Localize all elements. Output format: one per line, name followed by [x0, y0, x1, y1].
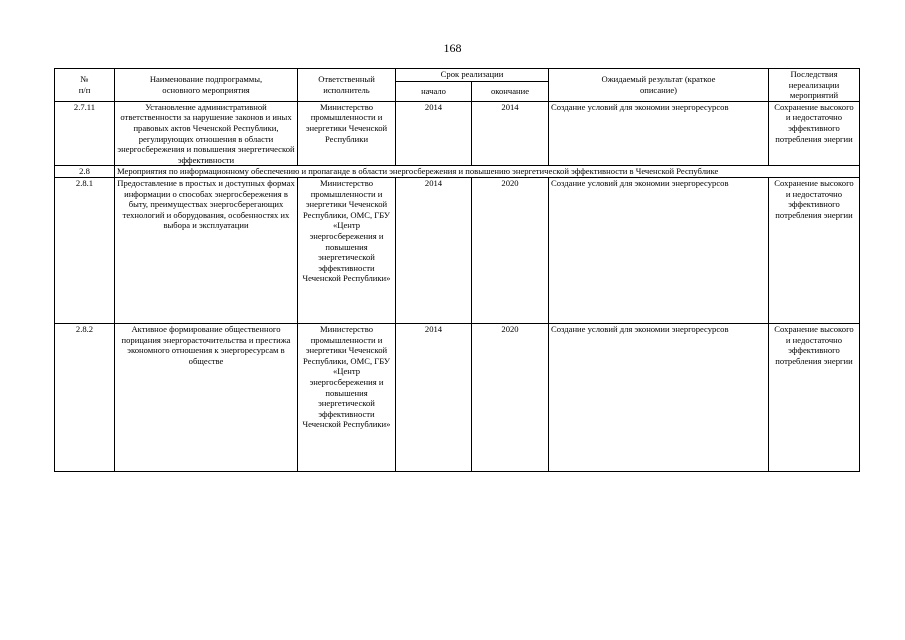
- row-name: Предоставление в простых и доступных формах информации о способах энергосбережения в быту, преимуществах энергосберегающих технологий и оборудования, особенностях их выбора и эксплуатации: [115, 177, 298, 323]
- page-number: 168: [443, 41, 462, 55]
- row-name: Установление административной ответственности за нарушение законов и иных правовых актов Чеченской Республики, регулирующих отношения в области энергосбережения и повышения энергетической эффективности: [115, 101, 298, 166]
- header-row: [55, 69, 860, 82]
- header-executor: Ответственный исполнитель: [298, 69, 396, 102]
- section-row: [55, 166, 860, 178]
- row-executor: Министерство промышленности и энергетики Чеченской Республики, ОМС, ГБУ «Центр энергосбережения и повышения энергетической эффективности Чеченской Республики»: [298, 177, 396, 323]
- row-result: Создание условий для экономии энергоресурсов: [549, 177, 769, 323]
- row-number: 2.7.11: [55, 101, 115, 166]
- row-executor: Министерство промышленности и энергетики Чеченской Республики: [298, 101, 396, 166]
- section-title: Мероприятия по информационному обеспечению и пропаганде в области энергосбережения и повышению энергетической эффективности в Чеченской Республике: [115, 166, 860, 178]
- measures-table: [54, 68, 860, 472]
- row-start: 2014: [396, 101, 472, 166]
- row-start: 2014: [396, 323, 472, 471]
- row-name: Активное формирование общественного порицания энергорасточительства и престижа экономного отношения к энергоресурсам в обществе: [115, 323, 298, 471]
- table-row: [55, 177, 860, 323]
- row-result: Создание условий для экономии энергоресурсов: [549, 101, 769, 166]
- row-consequences: Сохранение высокого и недостаточно эффективного потребления энергии: [769, 323, 860, 471]
- row-consequences: Сохранение высокого и недостаточно эффективного потребления энергии: [769, 101, 860, 166]
- section-number: 2.8: [55, 166, 115, 178]
- row-start: 2014: [396, 177, 472, 323]
- table-row: [55, 101, 860, 166]
- row-end: 2020: [472, 177, 549, 323]
- header-number: № п/п: [55, 69, 115, 102]
- row-number: 2.8.2: [55, 323, 115, 471]
- header-start: начало: [396, 82, 472, 102]
- header-name: Наименование подпрограммы, основного мероприятия: [115, 69, 298, 102]
- row-end: 2020: [472, 323, 549, 471]
- header-result: Ожидаемый результат (краткое описание): [549, 69, 769, 102]
- row-end: 2014: [472, 101, 549, 166]
- row-executor: Министерство промышленности и энергетики Чеченской Республики, ОМС, ГБУ «Центр энергосбережения и повышения энергетической эффективности Чеченской Республики»: [298, 323, 396, 471]
- row-consequences: Сохранение высокого и недостаточно эффективного потребления энергии: [769, 177, 860, 323]
- table-row: [55, 323, 860, 471]
- header-end: окончание: [472, 82, 549, 102]
- header-consequences: Последствия нереализации мероприятий: [769, 69, 860, 102]
- row-number: 2.8.1: [55, 177, 115, 323]
- header-period: Срок реализации: [396, 69, 549, 82]
- row-result: Создание условий для экономии энергоресурсов: [549, 323, 769, 471]
